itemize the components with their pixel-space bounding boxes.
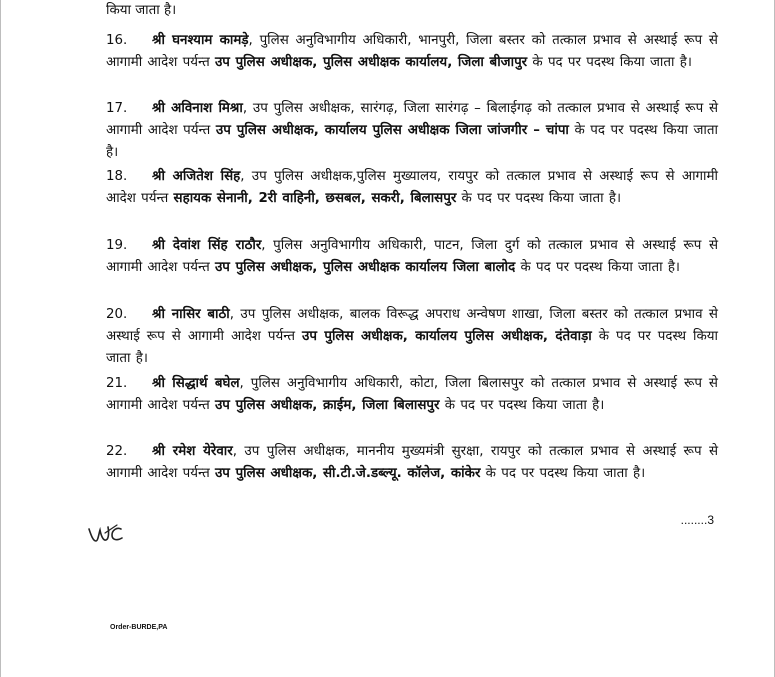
order-entry-19: [106, 235, 718, 279]
officer-name: श्री नासिर बाठी: [152, 307, 230, 322]
footer-reference: Order-BURDE,PA: [110, 624, 168, 631]
posting: उप पुलिस अधीक्षक, कार्यालय पुलिस अधीक्षक, दंतेवाड़ा: [302, 329, 592, 344]
entry-description: , उप पुलिस अधीक्षक, सारंगढ़, जिला सारंगढ़ – बिलाईगढ़ को तत्काल प्रभाव से अस्थाई रूप से आगामी आदेश पर्यन्त: [106, 101, 718, 138]
officer-name: श्री रमेश येरेवार: [152, 444, 233, 459]
order-entry-17: [106, 98, 718, 164]
entry-tail: के पद पर पदस्थ किया जाता है।: [106, 329, 718, 366]
entry-tail: के पद पर पदस्थ किया जाता है।: [527, 55, 692, 70]
entry-description: , उप पुलिस अधीक्षक,पुलिस मुख्यालय, रायपुर को तत्काल प्रभाव से अस्थाई रूप से आगामी आदेश पर्यन्त: [106, 169, 718, 206]
entry-number: 22.: [106, 444, 128, 459]
page-continuation: ........3: [680, 513, 714, 527]
officer-name: श्री अजितेश सिंह: [152, 169, 241, 184]
order-entry-16: [106, 30, 718, 74]
posting: उप पुलिस अधीक्षक, क्राईम, जिला बिलासपुर: [214, 398, 440, 413]
initials-signature: [87, 521, 127, 551]
posting: उप पुलिस अधीक्षक, पुलिस अधीक्षक कार्यालय जिला बालोद: [214, 260, 516, 275]
entry-number: 17.: [106, 101, 128, 116]
entry-description: , पुलिस अनुविभागीय अधिकारी, भानपुरी, जिला बस्तर को तत्काल प्रभाव से अस्थाई रूप से आगामी आदेश पर्यन्त: [106, 33, 718, 70]
entry-description: , पुलिस अनुविभागीय अधिकारी, कोटा, जिला बिलासपुर को तत्काल प्रभाव से अस्थाई रूप से आगामी आदेश पर्यन्त: [106, 376, 718, 413]
entry-tail: के पद पर पदस्थ किया जाता है।: [480, 466, 646, 481]
officer-name: श्री अविनाश मिश्रा: [152, 101, 243, 116]
officer-name: श्री देवांश सिंह राठौर: [152, 238, 262, 253]
order-entry-22: [106, 441, 718, 485]
entry-number: 16.: [106, 33, 128, 48]
entry-tail: के पद पर पदस्थ किया जाता है।: [106, 123, 719, 160]
entry-number: 19.: [106, 238, 128, 253]
order-entry-21: [106, 373, 718, 417]
order-entry-20: [106, 304, 718, 370]
posting: उप पुलिस अधीक्षक, कार्यालय पुलिस अधीक्षक जिला जांजगीर – चांपा: [215, 123, 569, 138]
entry-description: , उप पुलिस अधीक्षक, माननीय मुख्यमंत्री सुरक्षा, रायपुर को तत्काल प्रभाव से अस्थाई रूप से आगामी आदेश पर्यन्त: [106, 444, 718, 481]
posting: उप पुलिस अधीक्षक, पुलिस अधीक्षक कार्यालय, जिला बीजापुर: [214, 55, 528, 70]
entry-number: 21.: [106, 376, 128, 391]
entry-tail: के पद पर पदस्थ किया जाता है।: [456, 191, 622, 206]
entry-tail: के पद पर पदस्थ किया जाता है।: [439, 398, 605, 413]
entry-description: , उप पुलिस अधीक्षक, बालक विरूद्ध अपराध अन्वेषण शाखा, जिला बस्तर को तत्काल प्रभाव से अस्थाई रूप से आगामी आदेश पर्यन्त: [106, 307, 718, 344]
previous-page-tail: किया जाता है।: [106, 3, 177, 18]
officer-name: श्री सिद्धार्थ बघेल: [152, 376, 240, 391]
entry-tail: के पद पर पदस्थ किया जाता है।: [515, 260, 681, 275]
entry-number: 20.: [106, 307, 128, 322]
entry-number: 18.: [106, 169, 128, 184]
officer-name: श्री घनश्याम कामड़े: [152, 33, 249, 48]
entry-description: , पुलिस अनुविभागीय अधिकारी, पाटन, जिला दुर्ग को तत्काल प्रभाव से अस्थाई रूप से आगामी आदेश पर्यन्त: [106, 238, 718, 275]
posting: सहायक सेनानी, 2री वाहिनी, छसबल, सकरी, बिलासपुर: [173, 191, 457, 206]
order-entry-18: [106, 166, 718, 210]
posting: उप पुलिस अधीक्षक, सी.टी.जे.डब्ल्यू. कॉलेज, कांकेर: [214, 466, 481, 481]
